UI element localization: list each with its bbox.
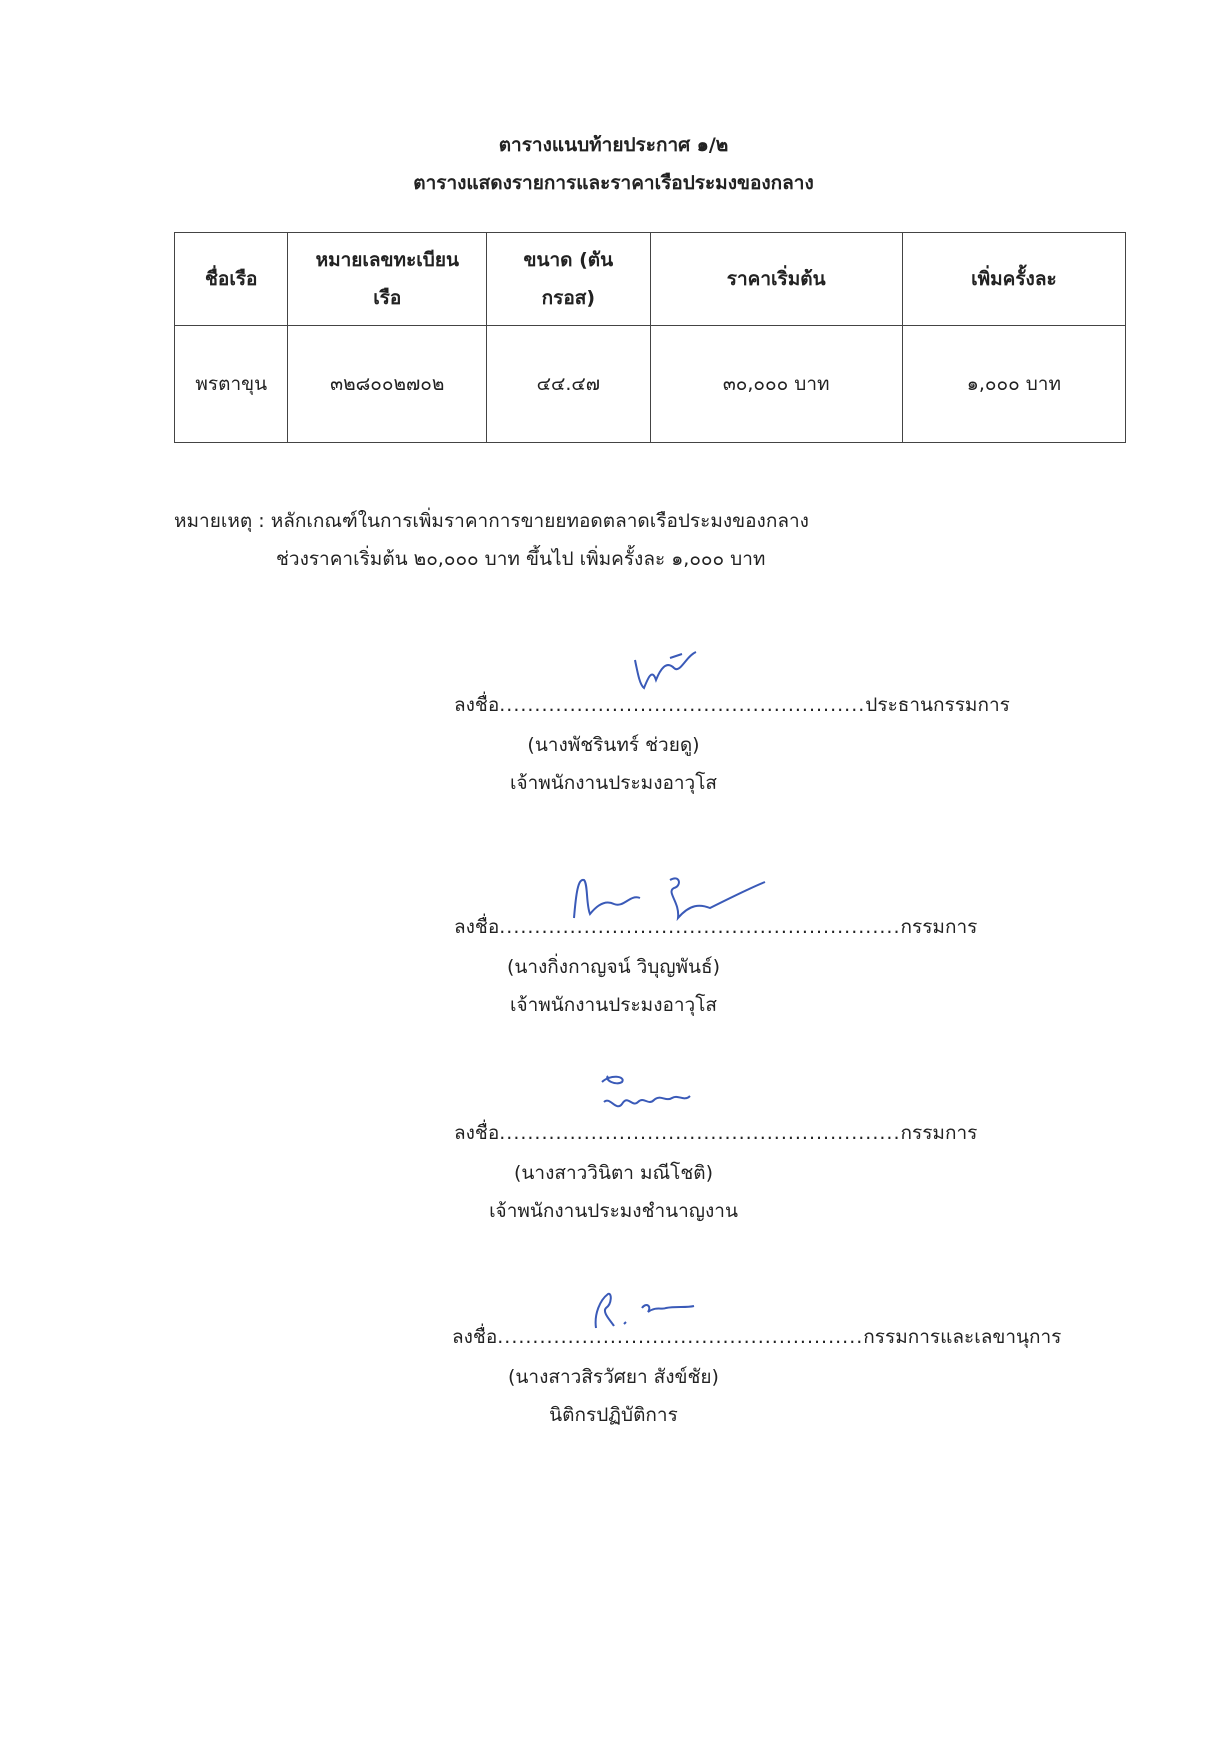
remark-line-2: ช่วงราคาเริ่มต้น ๒๐,๐๐๐ บาท ขึ้นไป เพิ่มครั้งละ ๑,๐๐๐ บาท <box>276 548 766 570</box>
signer-role: กรรมการและเลขานุการ <box>863 1326 1062 1348</box>
sign-prefix: ลงชื่อ <box>454 916 500 938</box>
signer-name: (นางสาววินิตา มณีโชติ) <box>514 1162 713 1184</box>
signer-name: (นางกิ่งกาญจน์ วิบุญพันธ์) <box>506 956 721 978</box>
table-row <box>175 326 1126 443</box>
handwritten-signature-3 <box>596 1072 696 1122</box>
sign-prefix: ลงชื่อ <box>454 694 500 716</box>
sign-prefix: ลงชื่อ <box>454 1122 500 1144</box>
signer-position: เจ้าพนักงานประมงอาวุโส <box>509 772 718 794</box>
col-header-registration: หมายเลขทะเบียน เรือ <box>288 233 487 326</box>
signer-name: (นางสาวสิรวัศยา สังข์ชัย) <box>508 1366 719 1388</box>
signer-role: กรรมการ <box>900 916 978 938</box>
cell-increment: ๑,๐๐๐ บาท <box>902 326 1125 443</box>
document-subtitle: ตารางแสดงรายการและราคาเรือประมงของกลาง <box>413 172 814 194</box>
signer-position: เจ้าพนักงานประมงอาวุโส <box>509 994 718 1016</box>
table-header-row <box>175 233 1126 326</box>
signer-role: กรรมการ <box>900 1122 978 1144</box>
signer-position: นิติกรปฏิบัติการ <box>549 1404 678 1426</box>
document-title: ตารางแนบท้ายประกาศ ๑/๒ <box>498 134 729 156</box>
signature-dots: ......................................................... <box>499 916 901 938</box>
cell-starting-price: ๓๐,๐๐๐ บาท <box>650 326 902 443</box>
signature-dots: .................................................... <box>497 1326 864 1348</box>
col-header-boat-name: ชื่อเรือ <box>175 233 288 326</box>
boat-price-table <box>174 232 1126 443</box>
cell-boat-name: พรตาขุน <box>175 326 288 443</box>
cell-size: ๔๔.๔๗ <box>487 326 651 443</box>
signer-name: (นางพัชรินทร์ ช่วยดู) <box>527 734 700 756</box>
cell-registration: ๓๒๘๐๐๒๗๐๒ <box>288 326 487 443</box>
signer-role: ประธานกรรมการ <box>865 694 1010 716</box>
signature-dots: .................................................... <box>499 694 866 716</box>
signature-dots: ......................................................... <box>499 1122 901 1144</box>
col-header-increment: เพิ่มครั้งละ <box>902 233 1125 326</box>
signer-position: เจ้าพนักงานประมงชำนาญงาน <box>489 1200 738 1222</box>
col-header-starting-price: ราคาเริ่มต้น <box>650 233 902 326</box>
sign-prefix: ลงชื่อ <box>452 1326 498 1348</box>
col-header-size: ขนาด (ตัน กรอส) <box>487 233 651 326</box>
remark-note <box>174 502 809 578</box>
remark-line-1: หมายเหตุ : หลักเกณฑ์ในการเพิ่มราคาการขายยทอดตลาดเรือประมงของกลาง <box>174 510 809 532</box>
